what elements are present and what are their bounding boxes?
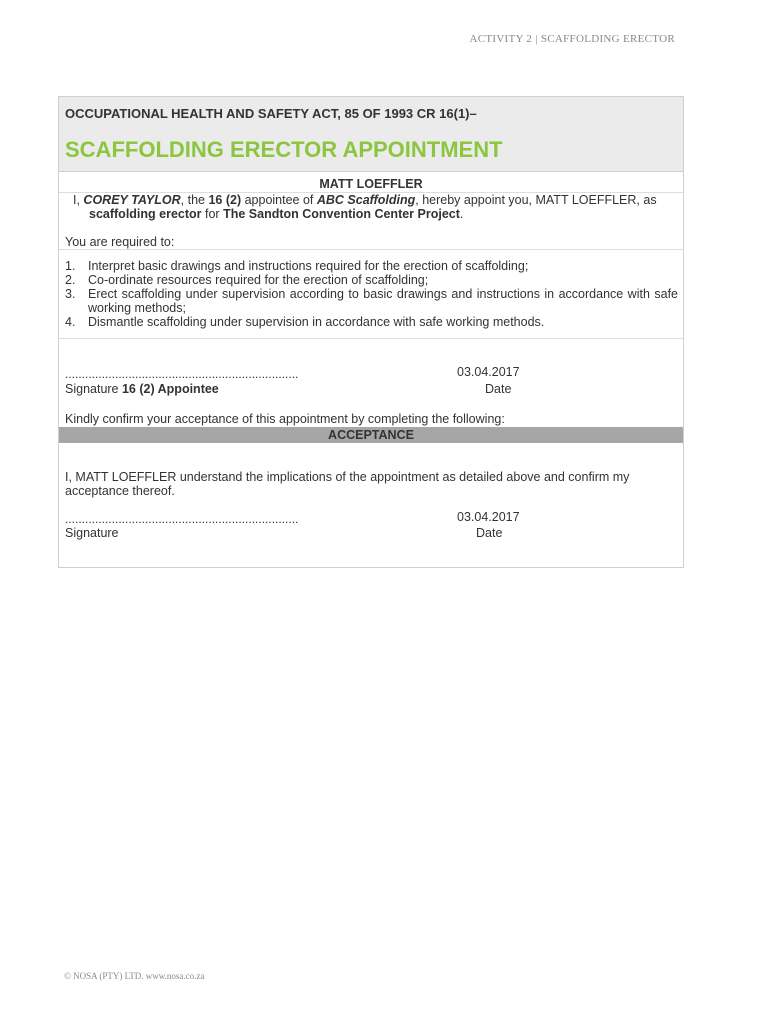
divider — [59, 249, 683, 250]
signature-date: 03.04.2017 — [457, 510, 520, 524]
project-name: The Sandton Convention Center Project — [223, 207, 460, 221]
signature-label: Signature 16 (2) Appointee — [65, 382, 219, 396]
appointer-name: COREY TAYLOR — [83, 193, 181, 207]
list-item: 1. Interpret basic drawings and instructions required for the erection of scaffolding; — [65, 259, 529, 273]
section-ref: 16 (2) — [208, 193, 242, 207]
list-item: 3. Erect scaffolding under supervision according to basic drawings and instructions in accordance with safe working methods; — [65, 287, 678, 315]
appointee-name: MATT LOEFFLER — [319, 177, 423, 191]
act-reference: OCCUPATIONAL HEALTH AND SAFETY ACT, 85 OF 1993 CR 16(1)– — [65, 106, 477, 121]
footer-copyright: © NOSA (PTY) LTD. www.nosa.co.za — [64, 971, 205, 981]
signature-line: ...................................................................... — [65, 367, 299, 381]
list-item: 2. Co-ordinate resources required for the erection of scaffolding; — [65, 273, 429, 287]
date-label: Date — [476, 526, 503, 540]
signature-label: Signature — [65, 526, 119, 540]
signature-line: ...................................................................... — [65, 512, 299, 526]
appointment-form — [58, 96, 684, 568]
company-name: ABC Scaffolding — [316, 193, 416, 207]
form-title: SCAFFOLDING ERECTOR APPOINTMENT — [65, 137, 503, 162]
date-label: Date — [485, 382, 512, 396]
title-box — [59, 97, 683, 172]
appointment-statement: I, COREY TAYLOR, the 16 (2) appointee of ABC Scaffolding, hereby appoint you, MATT LOEFFLER, as scaffolding erector for The Sandton Convention Center Project. — [73, 193, 657, 221]
acceptance-statement: I, MATT LOEFFLER understand the implications of the appointment as detailed above and confirm my acceptance thereof. — [65, 470, 630, 498]
running-header: ACTIVITY 2 | SCAFFOLDING ERECTOR — [469, 33, 675, 45]
list-item: 4. Dismantle scaffolding under supervision in accordance with safe working methods. — [65, 315, 545, 329]
duties-list — [65, 259, 678, 329]
signature-date: 03.04.2017 — [457, 365, 520, 379]
role-name: scaffolding erector — [89, 207, 202, 221]
confirm-instruction: Kindly confirm your acceptance of this appointment by completing the following: — [65, 412, 505, 426]
required-intro: You are required to: — [65, 235, 175, 249]
acceptance-heading: ACCEPTANCE — [59, 427, 683, 443]
divider — [59, 338, 683, 339]
